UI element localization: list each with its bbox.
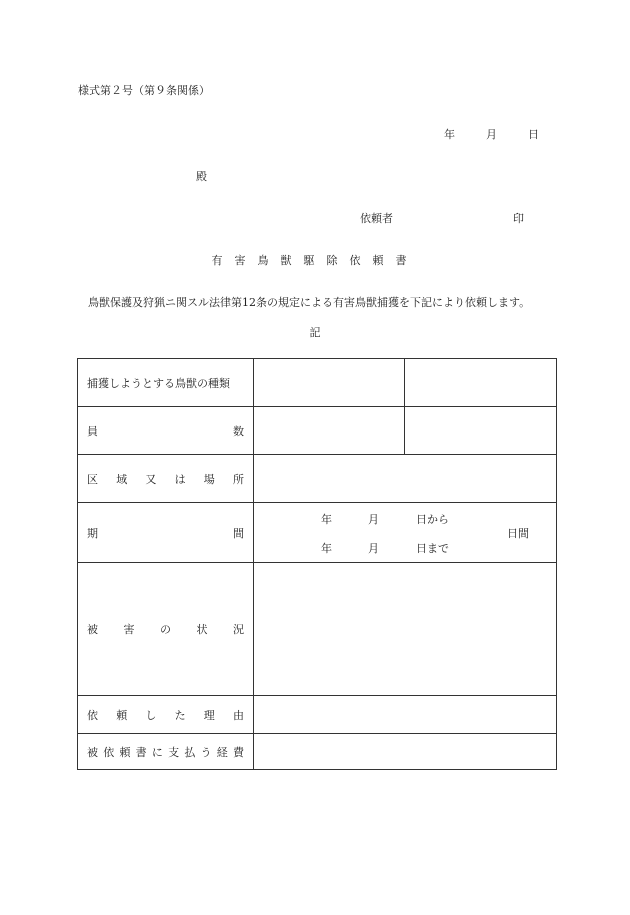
reason-label: [78, 696, 254, 734]
expense-label-char: 払: [184, 745, 196, 759]
period-label-right: 間: [233, 526, 244, 540]
species-value-field-1[interactable]: [254, 359, 405, 407]
damage-label: [78, 563, 254, 696]
area-label-char: 又: [145, 472, 157, 486]
document-title: 有害鳥獣駆除依頼書: [211, 254, 419, 267]
area-label-char: 所: [232, 472, 244, 486]
period-label-left: 期: [87, 526, 98, 540]
reason-row: [78, 696, 557, 734]
damage-value-field[interactable]: [254, 563, 557, 696]
request-form-table: [77, 358, 557, 770]
requester-label: 依頼者: [360, 212, 393, 225]
area-label-char: は: [174, 472, 186, 486]
period-days-label: 日間: [507, 527, 529, 540]
damage-label-char: 況: [233, 623, 244, 636]
intro-text: 鳥獣保護及狩猟ニ関スル法律第12条の規定による有害鳥獣捕獲を下記により依頼します。: [88, 296, 531, 309]
species-value-field-2[interactable]: [405, 359, 557, 407]
date-month-label: 月: [486, 128, 497, 141]
period-label: [78, 503, 254, 563]
date-day-label: 日: [528, 128, 539, 141]
expense-label-char: 書: [135, 745, 147, 759]
ki-heading: 記: [309, 326, 321, 339]
expense-label: [78, 734, 254, 770]
count-value-field-2[interactable]: [405, 407, 557, 455]
expense-value-field[interactable]: [254, 734, 557, 770]
period-from-month: 月: [368, 513, 379, 526]
reason-label-char: 理: [203, 708, 215, 722]
expense-label-char: 支: [168, 745, 180, 759]
period-value-field[interactable]: [254, 503, 557, 563]
damage-row: [78, 563, 557, 696]
damage-label-char: 状: [196, 623, 208, 636]
expense-label-char: に: [151, 745, 163, 759]
count-row: [78, 407, 557, 455]
period-to-day: 日まで: [416, 542, 449, 555]
species-label: 捕獲しようとする鳥獣の種類: [78, 359, 254, 407]
area-label-char: 域: [116, 472, 128, 486]
expense-label-char: う: [200, 745, 212, 759]
expense-label-char: 依: [103, 745, 115, 759]
reason-label-char: 頼: [116, 708, 128, 722]
damage-label-char: 被: [87, 623, 98, 636]
count-label-right: 数: [233, 424, 244, 438]
seal-mark: 印: [513, 212, 524, 225]
expense-label-char: 経: [216, 745, 228, 759]
addressee-suffix: 殿: [196, 170, 207, 183]
expense-row: [78, 734, 557, 770]
period-from-day: 日から: [416, 513, 449, 526]
period-from-year: 年: [321, 513, 332, 526]
damage-label-char: の: [160, 623, 171, 636]
damage-label-char: 害: [123, 623, 135, 636]
expense-label-char: 頼: [119, 745, 131, 759]
area-label: [78, 455, 254, 503]
date-line: [444, 126, 539, 142]
count-value-field-1[interactable]: [254, 407, 405, 455]
form-id: 様式第２号（第９条関係）: [78, 84, 210, 97]
count-label-left: 員: [87, 424, 98, 438]
expense-label-char: 費: [232, 745, 244, 759]
reason-value-field[interactable]: [254, 696, 557, 734]
reason-label-char: 依: [87, 708, 98, 722]
area-label-char: 区: [87, 472, 98, 486]
area-row: [78, 455, 557, 503]
reason-label-char: 由: [232, 708, 244, 722]
species-row: [78, 359, 557, 407]
area-label-char: 場: [203, 472, 215, 486]
period-to-year: 年: [321, 542, 332, 555]
date-year-label: 年: [444, 128, 455, 141]
expense-label-char: 被: [87, 745, 98, 759]
reason-label-char: し: [145, 708, 157, 722]
area-value-field[interactable]: [254, 455, 557, 503]
count-label: [78, 407, 254, 455]
period-to-month: 月: [368, 542, 379, 555]
period-row: [78, 503, 557, 563]
reason-label-char: た: [174, 708, 186, 722]
